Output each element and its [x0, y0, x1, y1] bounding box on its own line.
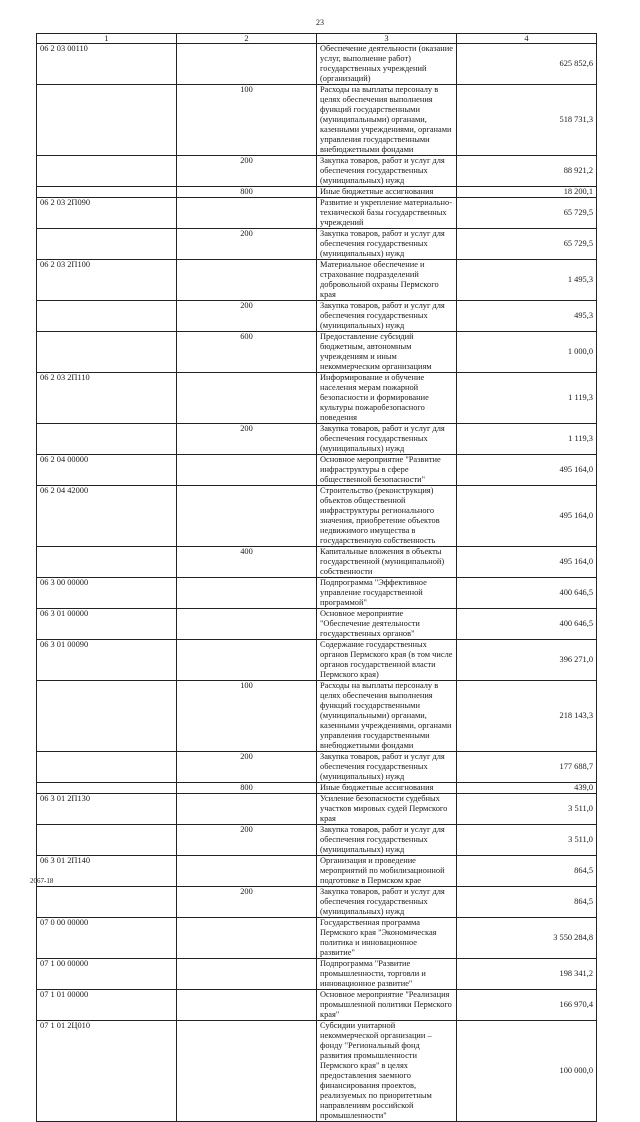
cell-name: Расходы на выплаты персоналу в целях обеспечения выполнения функций государственными (муниципальными) органами, казенными учреждениями, органами управления государственными внебюджетными фондами: [317, 681, 457, 752]
cell-name: Подпрограмма "Эффективное управление государственной программой": [317, 578, 457, 609]
cell-name: Обеспечение деятельности (оказание услуг, выполнение работ) государственных учреждений (организаций): [317, 44, 457, 85]
cell-expense-type: 600: [177, 332, 317, 373]
table-row: [37, 681, 597, 752]
cell-amount: 518 731,3: [457, 85, 597, 156]
table-row: [37, 156, 597, 187]
cell-amount: 88 921,2: [457, 156, 597, 187]
table-row: [37, 918, 597, 959]
cell-expense-type: [177, 486, 317, 547]
cell-name: Закупка товаров, работ и услуг для обеспечения государственных (муниципальных) нужд: [317, 229, 457, 260]
cell-expense-type: 100: [177, 681, 317, 752]
cell-expense-type: 200: [177, 156, 317, 187]
cell-code: 06 3 00 00000: [37, 578, 177, 609]
cell-expense-type: [177, 856, 317, 887]
cell-name: Материальное обеспечение и страхование подразделений добровольной охраны Пермского края: [317, 260, 457, 301]
cell-code: 06 2 03 2П110: [37, 373, 177, 424]
cell-name: Иные бюджетные ассигнования: [317, 187, 457, 198]
cell-name: Предоставление субсидий бюджетным, автономным учреждениям и иным некоммерческим организациям: [317, 332, 457, 373]
cell-expense-type: 100: [177, 85, 317, 156]
cell-amount: 65 729,5: [457, 198, 597, 229]
cell-name: Закупка товаров, работ и услуг для обеспечения государственных (муниципальных) нужд: [317, 301, 457, 332]
cell-expense-type: 200: [177, 424, 317, 455]
table-row: [37, 44, 597, 85]
cell-amount: 1 000,0: [457, 332, 597, 373]
cell-code: [37, 156, 177, 187]
cell-name: Строительство (реконструкция) объектов общественной инфраструктуры регионального значения, приобретение объектов недвижимого имущества в государственную собственность: [317, 486, 457, 547]
cell-code: [37, 752, 177, 783]
table-row: [37, 752, 597, 783]
page-number: 23: [316, 18, 324, 27]
cell-code: [37, 424, 177, 455]
cell-amount: 495 164,0: [457, 547, 597, 578]
table-row: [37, 794, 597, 825]
table-row: [37, 301, 597, 332]
table-row: [37, 1021, 597, 1122]
table-row: [37, 455, 597, 486]
footer-code: 2067-18: [30, 877, 54, 885]
cell-amount: 400 646,5: [457, 578, 597, 609]
table-row: [37, 547, 597, 578]
cell-expense-type: 200: [177, 229, 317, 260]
cell-name: Основное мероприятие "Реализация промышленной политики Пермского края": [317, 990, 457, 1021]
table-row: [37, 825, 597, 856]
cell-expense-type: [177, 455, 317, 486]
table-row: [37, 856, 597, 887]
cell-amount: 864,5: [457, 856, 597, 887]
cell-expense-type: 200: [177, 301, 317, 332]
table-row: [37, 373, 597, 424]
cell-amount: 439,0: [457, 783, 597, 794]
cell-expense-type: [177, 578, 317, 609]
cell-amount: 3 550 284,8: [457, 918, 597, 959]
column-header-type: 2: [177, 34, 317, 44]
cell-expense-type: [177, 609, 317, 640]
cell-name: Закупка товаров, работ и услуг для обеспечения государственных (муниципальных) нужд: [317, 156, 457, 187]
cell-name: Государственная программа Пермского края "Экономическая политика и инновационное развитие": [317, 918, 457, 959]
cell-amount: 65 729,5: [457, 229, 597, 260]
cell-expense-type: [177, 44, 317, 85]
cell-code: [37, 681, 177, 752]
cell-name: Иные бюджетные ассигнования: [317, 783, 457, 794]
cell-name: Развитие и укрепление материально-технической базы государственных учреждений: [317, 198, 457, 229]
cell-amount: 864,5: [457, 887, 597, 918]
cell-expense-type: [177, 373, 317, 424]
table-row: [37, 260, 597, 301]
cell-name: Основное мероприятие "Развитие инфраструктуры в сфере общественной безопасности": [317, 455, 457, 486]
table-row: [37, 198, 597, 229]
cell-expense-type: [177, 794, 317, 825]
cell-name: Капитальные вложения в объекты государственной (муниципальной) собственности: [317, 547, 457, 578]
cell-amount: 198 341,2: [457, 959, 597, 990]
cell-amount: 166 970,4: [457, 990, 597, 1021]
cell-amount: 625 852,6: [457, 44, 597, 85]
cell-amount: 396 271,0: [457, 640, 597, 681]
table-row: [37, 85, 597, 156]
cell-amount: 100 000,0: [457, 1021, 597, 1122]
cell-name: Основное мероприятие "Обеспечение деятельности государственных органов": [317, 609, 457, 640]
cell-amount: 3 511,0: [457, 794, 597, 825]
table-row: [37, 887, 597, 918]
column-header-code: 1: [37, 34, 177, 44]
cell-expense-type: [177, 640, 317, 681]
table-row: [37, 229, 597, 260]
cell-name: Закупка товаров, работ и услуг для обеспечения государственных (муниципальных) нужд: [317, 424, 457, 455]
cell-name: Закупка товаров, работ и услуг для обеспечения государственных (муниципальных) нужд: [317, 887, 457, 918]
table-header-row: [37, 34, 597, 44]
cell-amount: 495,3: [457, 301, 597, 332]
cell-expense-type: 800: [177, 187, 317, 198]
table-row: [37, 959, 597, 990]
cell-code: [37, 783, 177, 794]
cell-code: [37, 547, 177, 578]
cell-amount: 218 143,3: [457, 681, 597, 752]
cell-expense-type: 800: [177, 783, 317, 794]
cell-amount: 495 164,0: [457, 486, 597, 547]
cell-code: [37, 332, 177, 373]
table-row: [37, 609, 597, 640]
cell-expense-type: [177, 959, 317, 990]
cell-code: [37, 887, 177, 918]
cell-code: 06 2 03 2П090: [37, 198, 177, 229]
cell-name: Информирование и обучение населения мерам пожарной безопасности и формирование культуры пожаробезопасного поведения: [317, 373, 457, 424]
cell-amount: 400 646,5: [457, 609, 597, 640]
cell-name: Усиление безопасности судебных участков мировых судей Пермского края: [317, 794, 457, 825]
cell-amount: 1 495,3: [457, 260, 597, 301]
cell-code: 06 2 04 42000: [37, 486, 177, 547]
cell-amount: 1 119,3: [457, 424, 597, 455]
table-row: [37, 424, 597, 455]
table-row: [37, 990, 597, 1021]
table-row: [37, 640, 597, 681]
cell-expense-type: 400: [177, 547, 317, 578]
cell-amount: 495 164,0: [457, 455, 597, 486]
cell-expense-type: [177, 918, 317, 959]
budget-table: [36, 33, 597, 1122]
table-row: [37, 486, 597, 547]
cell-amount: 18 200,1: [457, 187, 597, 198]
cell-code: 06 2 03 00110: [37, 44, 177, 85]
cell-code: 07 1 00 00000: [37, 959, 177, 990]
cell-name: Закупка товаров, работ и услуг для обеспечения государственных (муниципальных) нужд: [317, 752, 457, 783]
cell-expense-type: [177, 260, 317, 301]
table-body: [37, 44, 597, 1122]
cell-expense-type: 200: [177, 887, 317, 918]
cell-code: 06 3 01 2П130: [37, 794, 177, 825]
cell-code: 07 0 00 00000: [37, 918, 177, 959]
cell-name: Организация и проведение мероприятий по мобилизационной подготовке в Пермском крае: [317, 856, 457, 887]
table-row: [37, 578, 597, 609]
cell-expense-type: 200: [177, 825, 317, 856]
cell-code: 06 3 01 2П140: [37, 856, 177, 887]
cell-code: 07 1 01 2Ц010: [37, 1021, 177, 1122]
table-row: [37, 332, 597, 373]
cell-code: [37, 187, 177, 198]
table-row: [37, 783, 597, 794]
cell-name: Содержание государственных органов Пермского края (в том числе органов государственной власти Пермского края): [317, 640, 457, 681]
cell-code: 06 2 03 2П100: [37, 260, 177, 301]
cell-code: 06 3 01 00090: [37, 640, 177, 681]
cell-code: [37, 825, 177, 856]
cell-code: [37, 229, 177, 260]
cell-amount: 177 688,7: [457, 752, 597, 783]
cell-code: 06 2 04 00000: [37, 455, 177, 486]
cell-code: [37, 85, 177, 156]
table-row: [37, 187, 597, 198]
cell-name: Субсидии унитарной некоммерческой организации – фонду "Региональный фонд развития промышленности Пермского края" в целях предоставления заемного финансирования проектов, реализуемых по приоритетным направлениям российской промышленности": [317, 1021, 457, 1122]
cell-expense-type: [177, 198, 317, 229]
column-header-name: 3: [317, 34, 457, 44]
cell-expense-type: [177, 1021, 317, 1122]
column-header-amount: 4: [457, 34, 597, 44]
cell-name: Расходы на выплаты персоналу в целях обеспечения выполнения функций государственными (муниципальными) органами, казенными учреждениями, органами управления государственными внебюджетными фондами: [317, 85, 457, 156]
cell-code: 06 3 01 00000: [37, 609, 177, 640]
cell-amount: 1 119,3: [457, 373, 597, 424]
cell-name: Подпрограмма "Развитие промышленности, торговли и инновационное развитие": [317, 959, 457, 990]
cell-name: Закупка товаров, работ и услуг для обеспечения государственных (муниципальных) нужд: [317, 825, 457, 856]
cell-amount: 3 511,0: [457, 825, 597, 856]
cell-code: [37, 301, 177, 332]
cell-code: 07 1 01 00000: [37, 990, 177, 1021]
cell-expense-type: [177, 990, 317, 1021]
cell-expense-type: 200: [177, 752, 317, 783]
